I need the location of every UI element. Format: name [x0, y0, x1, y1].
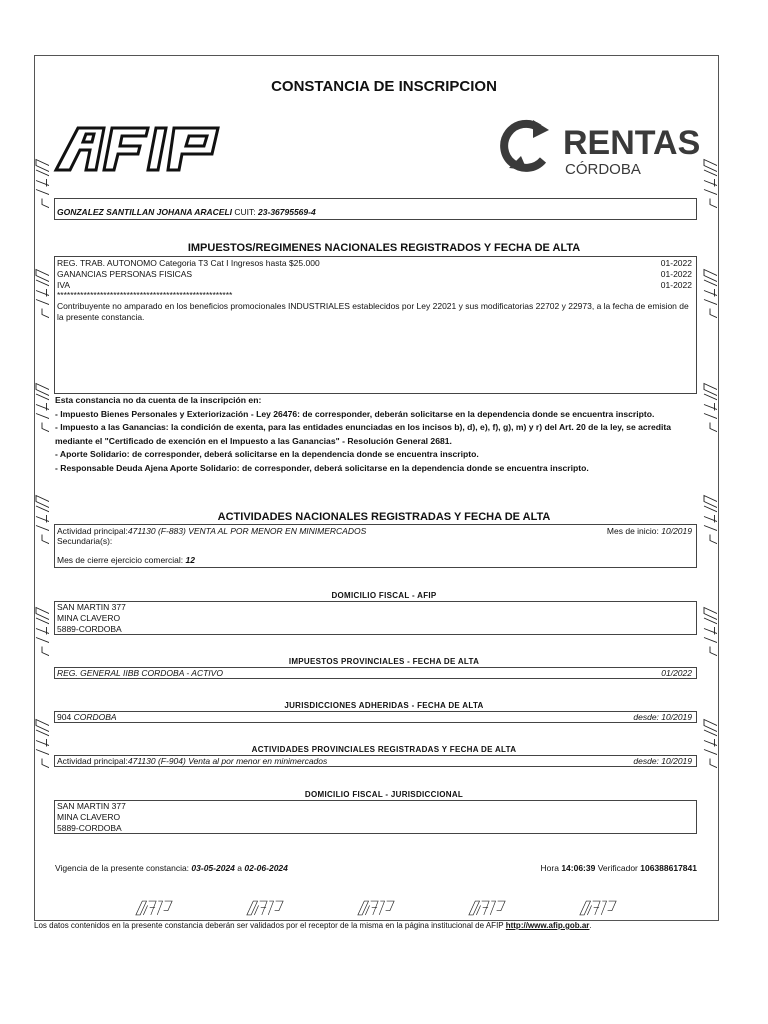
- close-value: 12: [185, 555, 195, 565]
- cuit-label: CUIT:: [234, 207, 256, 217]
- validity-line: [55, 863, 288, 873]
- contributor-box: [54, 198, 697, 220]
- principal-value: 471130 (F-883) VENTA AL POR MENOR EN MINIMERCADOS: [127, 526, 367, 536]
- tax-row-label: IVA: [57, 280, 71, 290]
- disclaimer: [34, 921, 592, 930]
- start-label: Mes de inicio:: [606, 526, 659, 536]
- afip-logo: [52, 124, 227, 174]
- prov-principal-value: 471130 (F-904) Venta al por menor en minimercados: [127, 756, 328, 766]
- note-line: Esta constancia no da cuenta de la inscripción en:: [55, 395, 262, 405]
- jurisdictions-heading: JURISDICCIONES ADHERIDAS - FECHA DE ALTA: [284, 701, 484, 710]
- disclaimer-text: Los datos contenidos en la presente constancia deberán ser validados por el receptor de la misma en la página institucional de AFIP: [34, 921, 504, 930]
- time-label: Hora: [540, 863, 559, 873]
- afip-watermark-icon: [33, 382, 49, 442]
- jurisdictions-box: [54, 711, 697, 723]
- afip-watermark-icon: [701, 158, 717, 218]
- prov-principal-label: Actividad principal:: [57, 756, 128, 766]
- close-label: Mes de cierre ejercicio comercial:: [57, 555, 184, 565]
- disclaimer-end: .: [589, 921, 592, 930]
- validity-label: Vigencia de la presente constancia:: [55, 863, 190, 873]
- afip-watermark-icon: [701, 494, 717, 554]
- address-line: MINA CLAVERO: [57, 613, 121, 623]
- validity-from: 03-05-2024: [191, 863, 235, 873]
- address-line: 5889-CORDOBA: [57, 624, 122, 634]
- industrial-note: Contribuyente no amparado en los beneficios promocionales INDUSTRIALES establecidos por Ley 22021 y sus modificatorias 22702 y 22973, a la fecha de emision de la presente constancia.: [57, 301, 689, 322]
- national-taxes-heading: IMPUESTOS/REGIMENES NACIONALES REGISTRADOS Y FECHA DE ALTA: [187, 242, 581, 254]
- jurisdiction-name: CORDOBA: [73, 712, 117, 722]
- national-activities-box: [54, 524, 697, 568]
- note-line: - Impuesto a las Ganancias: la condición de exenta, para las entidades enunciadas en los incisos b), d), e), f), g), m) y r) del Art. 20 de la ley, se acredita mediante el "Certificado de exención en el Impuesto a las Ganancias" - Resolución General 2681.: [55, 422, 672, 446]
- separator-line: *****************************************************: [57, 290, 233, 300]
- cordoba-text: CÓRDOBA: [565, 161, 641, 178]
- fiscal-address-jurisdiction-box: [54, 800, 697, 834]
- tax-row-label: REG. TRAB. AUTONOMO Categoria T3 Cat I Ingresos hasta $25.000: [57, 258, 320, 268]
- secondary-label: Secundaria(s):: [57, 536, 113, 546]
- note-line: - Responsable Deuda Ajena Aporte Solidario: de corresponder, deberá solicitarse en la dependencia donde se encuentra inscripto.: [55, 462, 589, 473]
- afip-website-link[interactable]: http://www.afip.gob.ar: [505, 921, 590, 930]
- tax-row-date: 01-2022: [660, 280, 692, 290]
- note-line: - Impuesto Bienes Personales y Exteriorización - Ley 26476: de corresponder, deberán solicitarse en la dependencia donde se encuentra inscripto.: [55, 408, 655, 419]
- jurisdiction-since: desde: 10/2019: [633, 712, 692, 722]
- principal-label: Actividad principal:: [57, 526, 128, 536]
- national-taxes-box: [54, 256, 697, 394]
- cuit-value: 23-36795569-4: [258, 207, 316, 217]
- jurisdiction-code: 904: [57, 712, 72, 722]
- rentas-cordoba-logo: [497, 116, 702, 180]
- provincial-tax-date: 01/2022: [661, 668, 692, 678]
- afip-watermark-icon: [33, 158, 49, 218]
- contributor-name: GONZALEZ SANTILLAN JOHANA ARACELI: [57, 207, 233, 217]
- provincial-taxes-box: [54, 667, 697, 679]
- afip-watermark-icon: [701, 382, 717, 442]
- notes-block: [55, 394, 695, 475]
- tax-row-date: 01-2022: [660, 269, 692, 279]
- afip-footer-logo-icon: [127, 900, 181, 916]
- afip-watermark-icon: [33, 494, 49, 554]
- prov-activity-since: desde: 10/2019: [633, 756, 692, 766]
- afip-footer-logo-icon: [460, 900, 514, 916]
- fiscal-address-afip-box: [54, 601, 697, 635]
- fiscal-address-afip-heading: DOMICILIO FISCAL - AFIP: [331, 591, 437, 600]
- address-line: MINA CLAVERO: [57, 812, 121, 822]
- validity-to: 02-06-2024: [244, 863, 288, 873]
- page-title: CONSTANCIA DE INSCRIPCION: [271, 78, 497, 95]
- time-value: 14:06:39: [561, 863, 596, 873]
- fiscal-address-jurisdiction-heading: DOMICILIO FISCAL - JURISDICCIONAL: [304, 790, 464, 799]
- start-value: 10/2019: [661, 526, 692, 536]
- afip-watermark-icon: [701, 268, 717, 328]
- address-line: SAN MARTIN 377: [57, 801, 126, 811]
- provincial-taxes-heading: IMPUESTOS PROVINCIALES - FECHA DE ALTA: [288, 657, 480, 666]
- verifier-label: Verificador: [597, 863, 638, 873]
- address-line: 5889-CORDOBA: [57, 823, 122, 833]
- afip-watermark-icon: [33, 268, 49, 328]
- verifier-line: [541, 863, 698, 873]
- validity-connector: a: [237, 863, 243, 873]
- note-line: - Aporte Solidario: de corresponder, deberá solicitarse en la dependencia donde se encuentra inscripto.: [55, 449, 479, 459]
- national-activities-heading: ACTIVIDADES NACIONALES REGISTRADAS Y FECHA DE ALTA: [217, 511, 551, 523]
- provincial-tax-label: REG. GENERAL IIBB CORDOBA - ACTIVO: [57, 668, 223, 678]
- tax-row-date: 01-2022: [660, 258, 692, 268]
- afip-footer-logo-icon: [571, 900, 625, 916]
- rentas-text: RENTAS: [563, 124, 701, 162]
- provincial-activities-box: [54, 755, 697, 767]
- tax-row-label: GANANCIAS PERSONAS FISICAS: [57, 269, 193, 279]
- provincial-activities-heading: ACTIVIDADES PROVINCIALES REGISTRADAS Y FECHA DE ALTA: [251, 745, 517, 754]
- afip-footer-logo-icon: [349, 900, 403, 916]
- verifier-value: 106388617841: [640, 863, 697, 873]
- address-line: SAN MARTIN 377: [57, 602, 126, 612]
- afip-footer-logo-icon: [238, 900, 292, 916]
